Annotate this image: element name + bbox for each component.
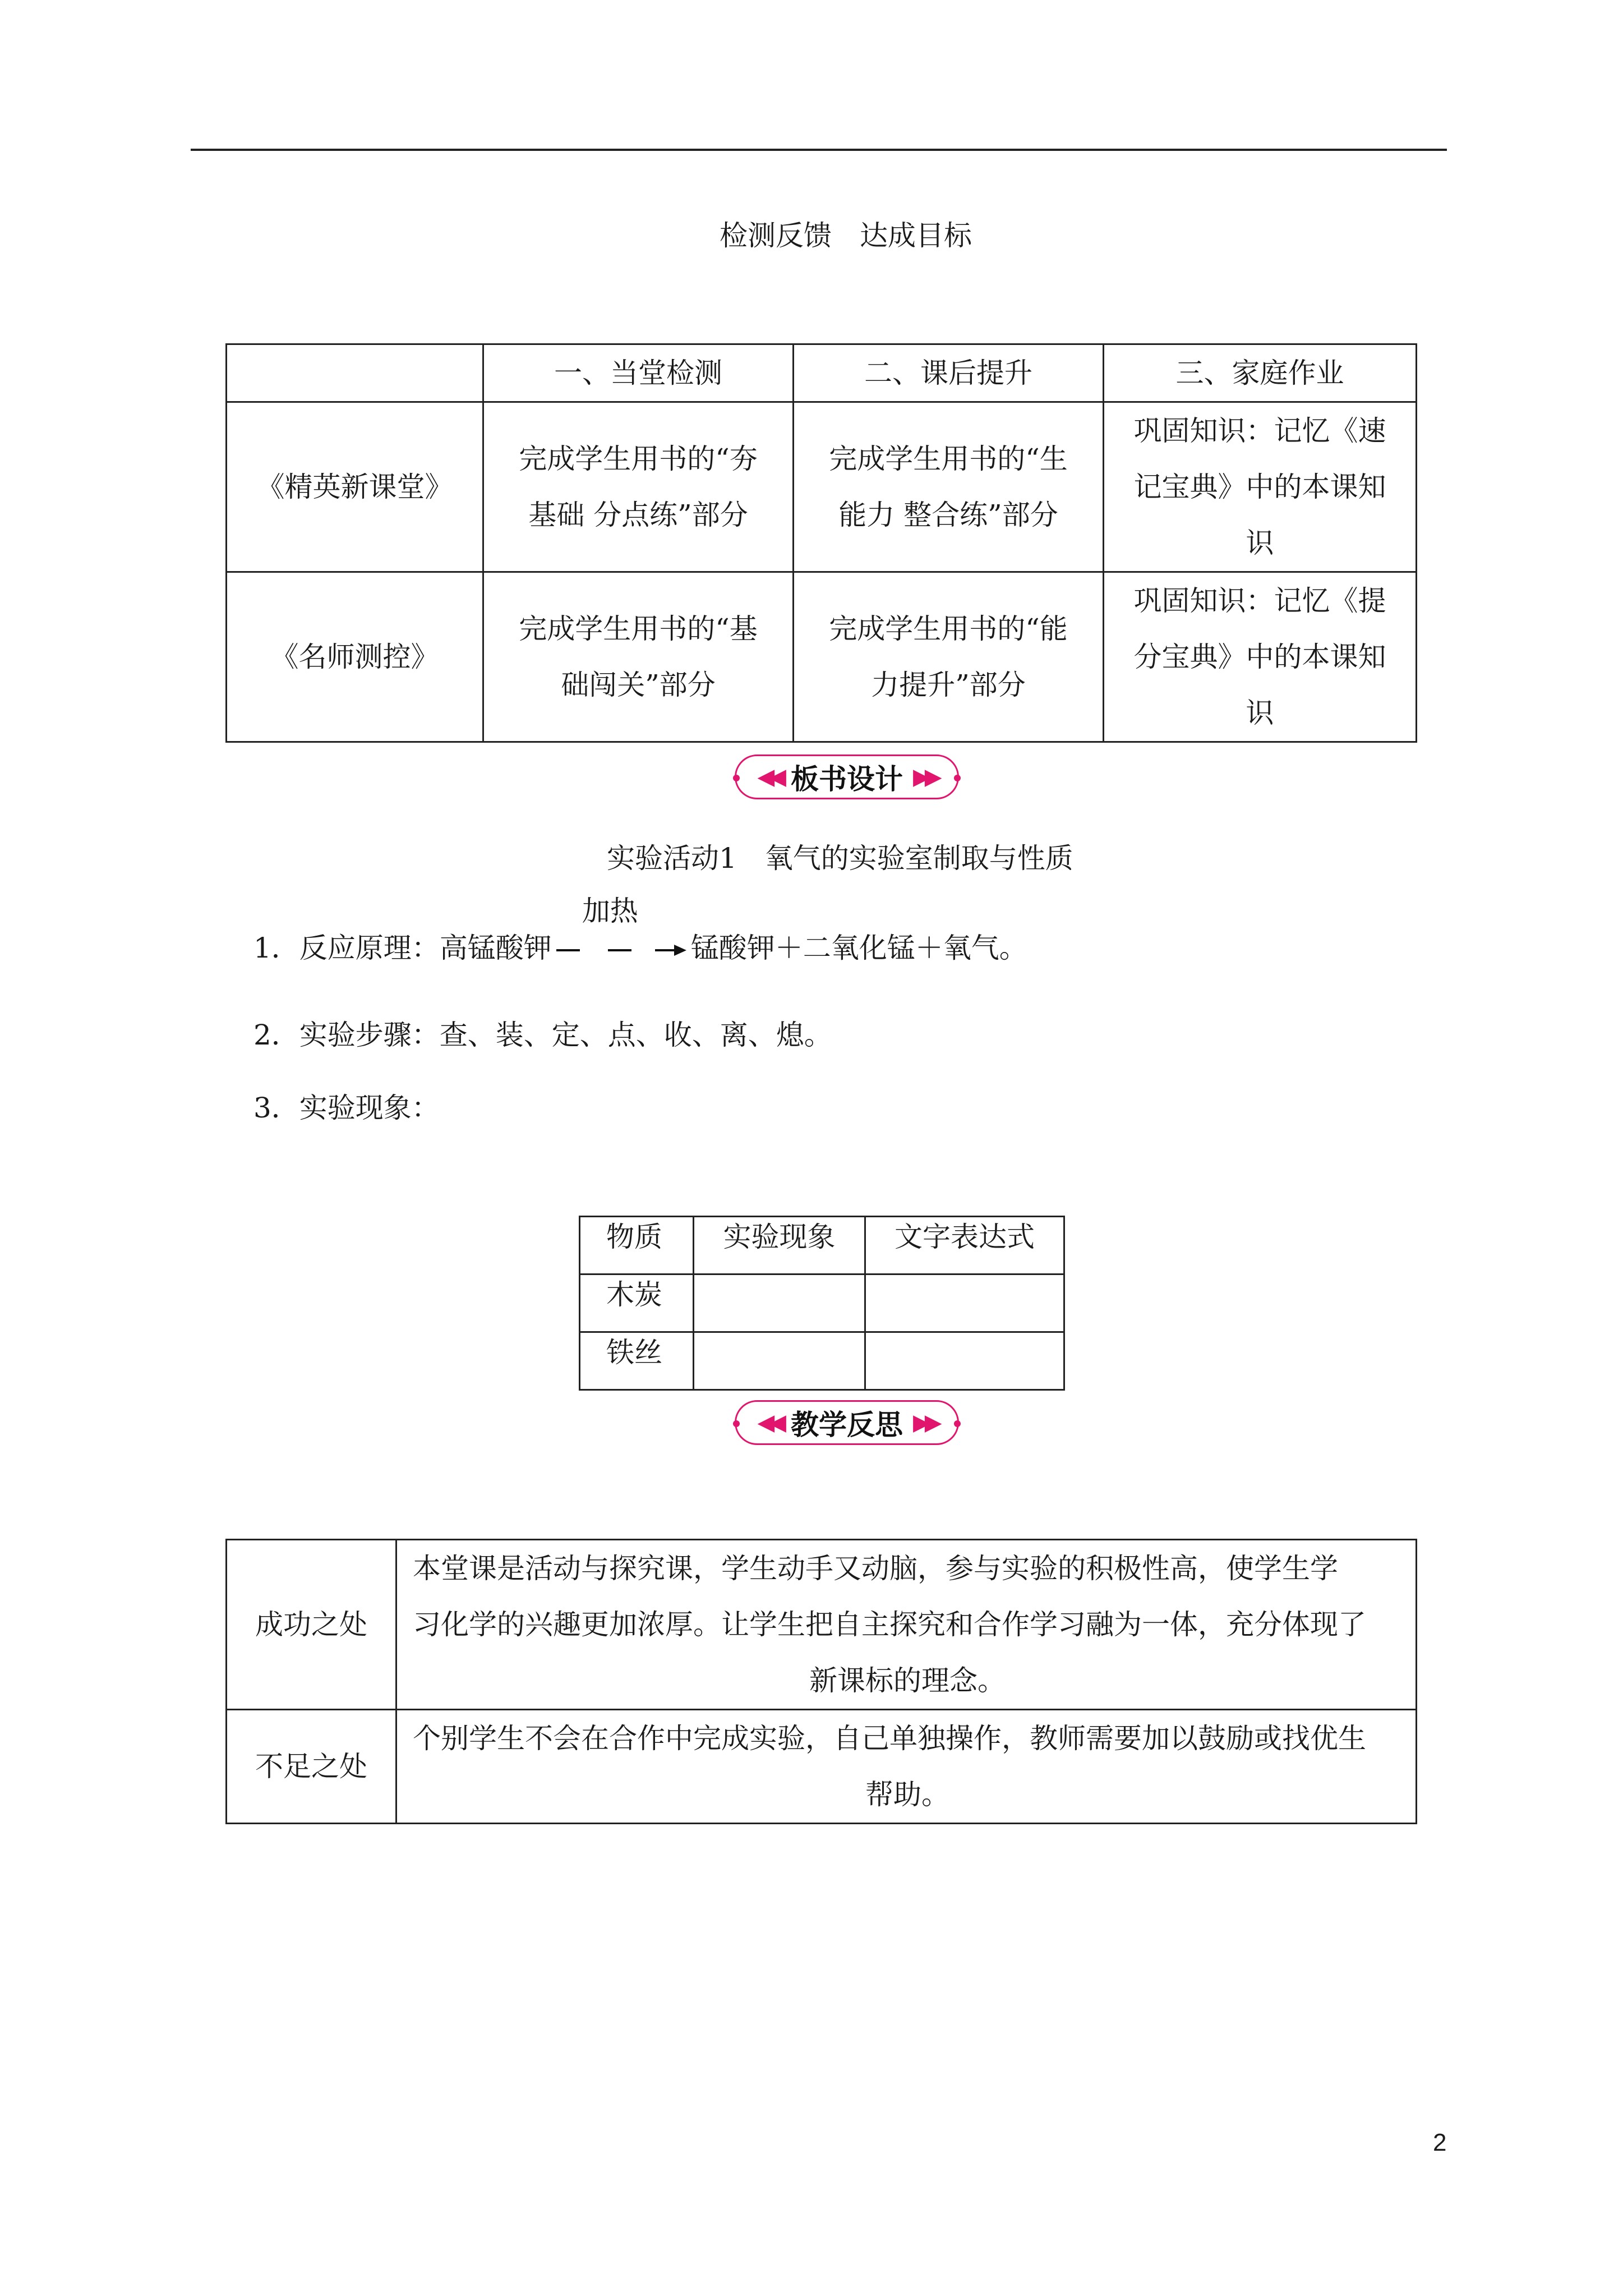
chevron-right-icon: ▶▶	[913, 764, 937, 790]
feedback-header-cell: 三、家庭作业	[1104, 344, 1417, 402]
task-cell	[1104, 572, 1417, 742]
cell-line: 记宝典》中的本课知	[1133, 471, 1386, 503]
cell-line: 完成学生用书的“生	[829, 443, 1068, 475]
substance-cell: 木炭	[580, 1274, 694, 1332]
expression-cell	[865, 1274, 1064, 1332]
chevron-left-icon: ◀◀	[757, 764, 781, 790]
phenomenon-cell	[694, 1274, 865, 1332]
task-cell	[794, 402, 1104, 572]
reflection-body-cell	[396, 1710, 1417, 1824]
cell-line: 识	[1246, 527, 1274, 559]
expression-cell	[865, 1332, 1064, 1390]
reaction-arrow	[554, 895, 689, 967]
cell-line: 巩固知识：记忆《速	[1133, 415, 1386, 447]
badge-dot	[733, 775, 740, 781]
substance-cell: 铁丝	[580, 1332, 694, 1390]
badge-dot	[954, 1420, 961, 1427]
experiment-steps: 2．实验步骤：查、装、定、点、收、离、熄。	[253, 1019, 832, 1051]
reflection-table	[225, 1539, 1417, 1824]
badge-label: 板书设计	[791, 763, 903, 795]
task-cell	[1104, 402, 1417, 572]
task-cell	[483, 402, 794, 572]
table-row	[580, 1274, 1064, 1332]
phenomena-table	[579, 1216, 1065, 1391]
cell-line: 完成学生用书的“夯	[519, 443, 758, 475]
badge-dot	[954, 775, 961, 781]
reflection-body-cell	[396, 1540, 1417, 1710]
cell-line: 新课标的理念。	[809, 1664, 1006, 1697]
phenomena-header-cell: 文字表达式	[865, 1217, 1064, 1274]
table-row	[580, 1332, 1064, 1390]
table-row	[227, 1540, 1417, 1710]
feedback-table	[225, 343, 1417, 743]
cell-line: 分宝典》中的本课知	[1133, 641, 1386, 673]
board-title: 实验活动1 氧气的实验室制取与性质	[607, 842, 1073, 875]
arrow-icon	[554, 939, 689, 961]
feedback-header-row	[227, 344, 1417, 402]
cell-line: 完成学生用书的“基	[519, 613, 758, 645]
cell-line: 习化学的兴趣更加浓厚。让学生把自主探究和合作学习融为一体，充分体现了	[413, 1608, 1366, 1641]
book-name-cell: 《名师测控》	[227, 572, 483, 742]
header-rule	[191, 149, 1447, 151]
reflection-label-cell: 不足之处	[227, 1710, 396, 1824]
principle-prefix: 1．反应原理：高锰酸钾	[253, 932, 552, 964]
chevron-right-icon: ▶▶	[913, 1410, 937, 1435]
table-row	[227, 1710, 1417, 1824]
board-design-badge	[735, 754, 959, 799]
task-cell	[483, 572, 794, 742]
cell-line: 个别学生不会在合作中完成实验，自己单独操作，教师需要加以鼓励或找优生	[413, 1722, 1366, 1755]
teaching-reflection-badge	[735, 1400, 959, 1445]
cell-line: 本堂课是活动与探究课，学生动手又动脑，参与实验的积极性高，使学生学	[413, 1552, 1338, 1585]
feedback-header-cell	[227, 344, 483, 402]
experiment-phenomena-label: 3．实验现象：	[253, 1092, 440, 1124]
cell-line: 基础 分点练”部分	[528, 499, 748, 531]
cell-line: 力提升”部分	[871, 669, 1026, 701]
book-name-cell: 《精英新课堂》	[227, 402, 483, 572]
principle-suffix: 锰酸钾＋二氧化锰＋氧气。	[690, 932, 1027, 964]
page-number: 2	[1433, 2129, 1447, 2156]
feedback-header-cell: 一、当堂检测	[483, 344, 794, 402]
reflection-label-cell: 成功之处	[227, 1540, 396, 1710]
badge-label: 教学反思	[791, 1409, 903, 1441]
phenomena-header-cell: 物质	[580, 1217, 694, 1274]
table-row	[227, 402, 1417, 572]
cell-line: 完成学生用书的“能	[829, 613, 1068, 645]
cell-line: 能力 整合练”部分	[838, 499, 1058, 531]
phenomenon-cell	[694, 1332, 865, 1390]
section-title: 检测反馈 达成目标	[720, 219, 972, 252]
phenomena-header-row	[580, 1217, 1064, 1274]
table-row	[227, 572, 1417, 742]
feedback-header-cell: 二、课后提升	[794, 344, 1104, 402]
phenomena-header-cell: 实验现象	[694, 1217, 865, 1274]
cell-line: 础闯关”部分	[561, 669, 716, 701]
chevron-left-icon: ◀◀	[757, 1410, 781, 1435]
cell-line: 识	[1246, 697, 1274, 729]
cell-line: 帮助。	[865, 1778, 949, 1811]
cell-line: 巩固知识：记忆《提	[1133, 585, 1386, 617]
reaction-condition: 加热	[582, 895, 638, 927]
task-cell	[794, 572, 1104, 742]
reaction-principle	[253, 895, 1027, 967]
badge-dot	[733, 1420, 740, 1427]
